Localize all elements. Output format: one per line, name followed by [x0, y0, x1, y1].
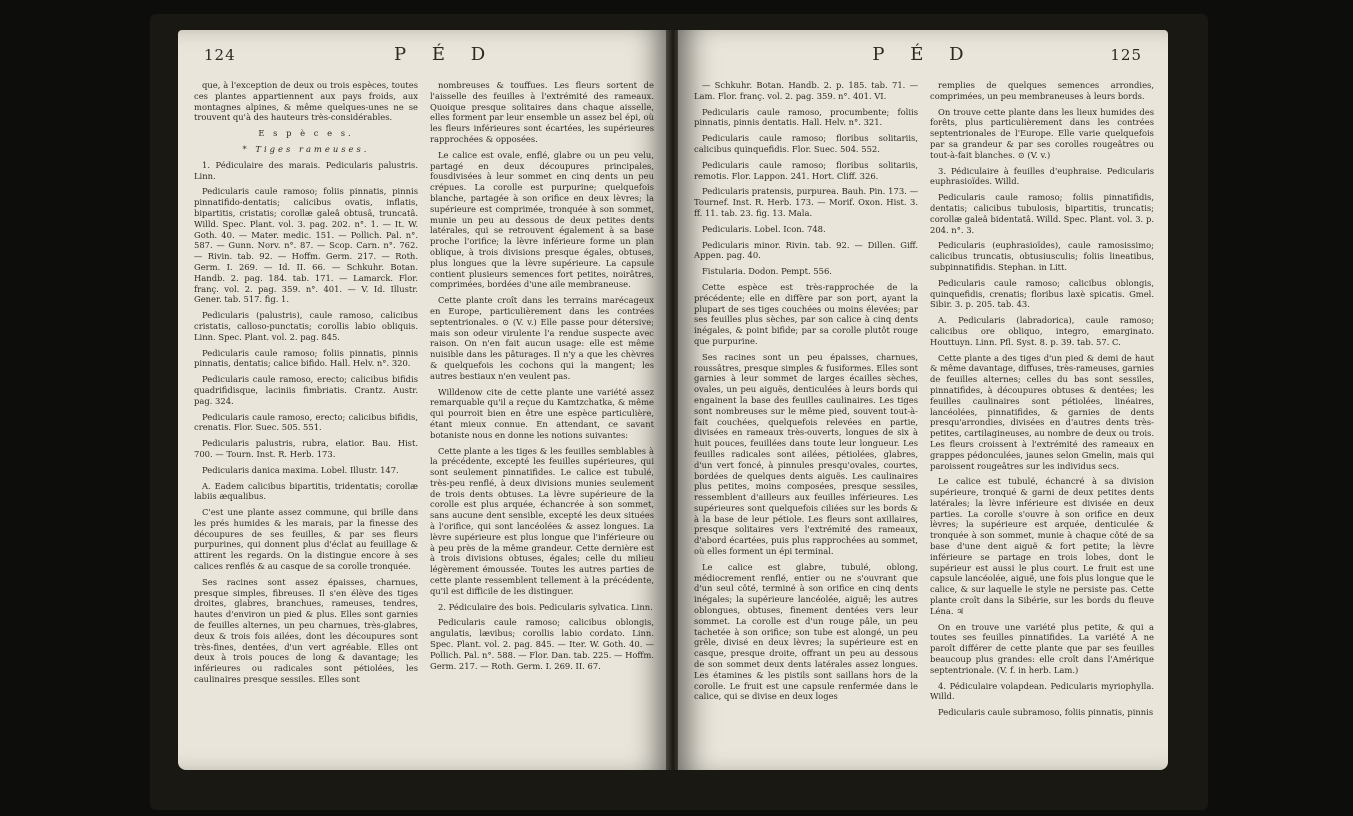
right-page-number: 125: [1110, 46, 1142, 64]
paragraph: Pedicularis minor. Rivin. tab. 92. — Dillen. Giff. Appen. pag. 40.: [694, 239, 918, 261]
paragraph: C'est une plante assez commune, qui brille dans les prés humides & les marais, par la finesse des découpures de ses feuilles, & par ses fleurs purpurines, qui donnent plus d'éclat au feuillage & attirent les regards. On la distingue encore à ses calices renflés & au casque de sa corolle tronquée.: [194, 507, 418, 572]
right-column-2: [930, 80, 1154, 756]
paragraph: Ses racines sont assez épaisses, charnues, presque simples, fibreuses. Il s'en élève des tiges droites, glabres, branchues, rameuses, tendres, hautes d'environ un pied & plus. Elles sont garnies de feuilles alternes, un peu charnues, très-glabres, deux & trois fois ailées, dont les découpures sont très-fines, dentées, d'un vert agréable. Elles ont deux à trois pouces de long & davantage; les inférieures ou radicales sont pétiolées, les caulinaires presque sessiles. Elles sont: [194, 576, 418, 685]
paragraph: Cette plante a les tiges & les feuilles semblables à la précédente, excepté les feuilles supérieures, qui sont seulement pinnatifides. Le calice est tubulé, très-peu renflé, à deux divisions munies seulement de trois dents obtuses. La lèvre supérieure de la corolle est plus arquée, échancrée à son sommet, sans aucune dent sensible, excepté les deux situées à l'orifice, qui sont lancéolées & assez longues. La lèvre supérieure est plus longue que l'inférieure ou à peu près de la même grandeur. Cette dernière est à trois divisions obtuses, égales; celle du milieu légèrement émoussée. Toutes les autres parties de cette plante ressemblent tellement à la précédente, qu'il est difficile de les distinguer.: [430, 445, 654, 596]
paragraph: Cette plante croît dans les terrains marécageux en Europe, particulièrement dans les contrées septentrionales. ⊙ (V. v.) Elle passe pour détersive; mais son odeur virulente l'a rendue suspecte avec raison. On n'en fait aucun usage: elle est même nuisible dans les pâturages. Il n'y a que les chèvres & quelquefois les cochons qui la mangent; les autres bestiaux n'en veulent pas.: [430, 295, 654, 381]
paragraph: Pedicularis caule ramoso, erecto; calicibus bifidis quadrifidisque, laciniis fimbriatis. Crantz. Austr. pag. 324.: [194, 374, 418, 406]
left-column-1: [194, 80, 418, 756]
paragraph: Pedicularis caule ramoso; foliis pinnatis, pinnis pinnatis, dentatis; calice bifido. Hall. Helv. n°. 320.: [194, 347, 418, 369]
left-page-columns: [194, 80, 654, 756]
paragraph: Pedicularis caule ramoso, procumbente; foliis pinnatis, pinnis dentatis. Hall. Helv. n°. 321.: [694, 106, 918, 128]
paragraph: On trouve cette plante dans les lieux humides des forêts, plus particulièrement dans les contrées septentrionales de l'Europe. Elle varie quelquefois par sa grandeur & par ses corolles rougeâtres ou tout-à-fait blanches. ⊙ (V. v.): [930, 106, 1154, 160]
paragraph: On en trouve une variété plus petite, & qui a toutes ses feuilles pinnatifides. La variété A ne paroît différer de cette plante que par ses feuilles beaucoup plus grandes: elle croît dans l'Amérique septentrionale. (V. f. in herb. Lam.): [930, 621, 1154, 675]
paragraph: Pedicularis danica maxima. Lobel. Illustr. 147.: [202, 464, 399, 475]
paragraph: Fistularia. Dodon. Pempt. 556.: [702, 266, 832, 277]
paragraph: Pedicularis caule ramoso; foliis pinnatis, pinnis pinnatifido-dentatis; calicibus ovatis, inflatis, bipartitis, cristatis; corollæ galeâ obtusâ, truncatâ. Willd. Spec. Plant. vol. 3. pag. 202. n°. 1. — It. W. Goth. 40. — Mater. medic. 151. — Pollich. Pal. n°. 587. — Gunn. Norv. n°. 87. — Scop. Carn. n°. 762. — Rivin. tab. 92. — Hoffm. Germ. 217. — Roth. Germ. I. 269. — Id. II. 66. — Schkuhr. Botan. Handb. 2. pag. 184. tab. 171. — Lamarck. Flor. franç. vol. 2. pag. 359. n°. 401. — V. Id. Illustr. Gener. tab. 517. fig. 1.: [194, 186, 418, 305]
left-page-number: 124: [204, 46, 236, 64]
right-page-header: [694, 44, 1152, 72]
paragraph: A. Eadem calicibus bipartitis, tridentatis; corollæ labiis æqualibus.: [194, 480, 418, 502]
paragraph: * Tiges rameuses.: [242, 143, 370, 154]
right-page: [678, 30, 1168, 770]
paragraph: Willdenow cite de cette plante une variété assez remarquable qu'il a reçue du Kamtzchatka, & même qui pourroit bien en être une espèce particulière, étant mieux connue. En attendant, ce savant botaniste nous en donne les notions suivantes:: [430, 386, 654, 440]
paragraph: Pedicularis. Lobel. Icon. 748.: [702, 223, 826, 234]
paragraph: remplies de quelques semences arrondies, comprimées, un peu membraneuses à leurs bords.: [930, 80, 1154, 101]
paragraph: Ses racines sont un peu épaisses, charnues, roussâtres, presque simples & fusiformes. Elles sont garnies à leur sommet de larges écailles sèches, ovales, un peu aiguës, denticulées à leurs bords qui engainent la base des feuilles caulinaires. Les tiges sont nombreuses sur le même pied, souvent tout-à-fait couchées, quelquefois relevées en partie, divisées en rameaux très-ouverts, longues de six à huit pouces, feuillées dans toute leur longueur. Les feuilles radicales sont ailées, pétiolées, glabres, d'un vert foncé, à pinnules presqu'ovales, courtes, bordées de quelques dents aiguës. Les caulinaires plus petites, moins composées, presque sessiles, ressemblent d'ailleurs aux feuilles inférieures. Les supérieures sont quelquefois ciliées sur les bords & à la base de leur pétiole. Les fleurs sont axillaires, presque solitaires vers l'extrémité des rameaux, d'abord écartées, puis plus rapprochées au sommet, où elles forment un épi terminal.: [694, 351, 918, 557]
left-page-header: [194, 44, 652, 72]
paragraph: 4. Pédiculaire volapdean. Pedicularis myriophylla. Willd.: [930, 680, 1154, 702]
paragraph: que, à l'exception de deux ou trois espèces, toutes ces plantes appartiennent aux pays froids, aux montagnes alpines, & même quelques-unes ne se trouvent qu'à des hauteurs très-considérables.: [194, 80, 418, 123]
paragraph: E s p è c e s.: [258, 128, 354, 139]
paragraph: 3. Pédiculaire à feuilles d'euphraise. Pedicularis euphrasioïdes. Willd.: [930, 165, 1154, 187]
paragraph: 2. Pédiculaire des bois. Pedicularis sylvatica. Linn.: [438, 601, 653, 612]
paragraph: Le calice est ovale, enflé, glabre ou un peu velu, partagé en deux découpures principales, fousdivisées à leur sommet en cinq dents un peu crépues. La corolle est purpurine; quelquefois blanche, partagée à son orifice en deux lèvres; la supérieure est comprimée, tronquée à son sommet, munie un peu au dessous de deux petites dents latérales, qui se retrouvent également à sa base proche l'orifice; la lèvre inférieure forme un plan oblique, à trois divisions presque égales, obtuses, plus longues que la lèvre supérieure. La capsule contient plusieurs semences fort petites, noirâtres, comprimées, bordées d'une aile membraneuse.: [430, 149, 654, 290]
paragraph: 1. Pédiculaire des marais. Pedicularis palustris. Linn.: [194, 159, 418, 181]
paragraph: Pedicularis palustris, rubra, elatior. Bau. Hist. 700. — Tourn. Inst. R. Herb. 173.: [194, 438, 418, 459]
paragraph: Pedicularis caule ramoso; calicibus oblongis, angulatis, lævibus; corollis labio cordato. Linn. Spec. Plant. vol. 2. pag. 845. — Iter. W. Goth. 40. — Pollich. Pal. n°. 588. — Flor. Dan. tab. 225. — Hoffm. Germ. 217. — Roth. Germ. I. 269. II. 67.: [430, 617, 654, 671]
right-page-columns: [694, 80, 1154, 756]
left-column-2: [430, 80, 654, 756]
paragraph: Cette plante a des tiges d'un pied & demi de haut & même davantage, diffuses, très-rameuses, garnies de feuilles alternes; celles du bas sont sessiles, pinnatifides, à découpures obtuses & dentées; les feuilles caulinaires sont pétiolées, linéaires, lancéolées, pinnatifides, & garnies de dents presqu'arrondies, divisées en d'autres dents très-petites, cartilagineuses, au nombre de deux ou trois. Les fleurs croissent à l'extrémité des rameaux en grappes pédonculées, jaunes selon Gmelin, mais qui paroissent rougeâtres sur les individus secs.: [930, 352, 1154, 471]
paragraph: Pedicularis caule ramoso; floribus solitariis, calicibus quinquefidis. Flor. Suec. 504. 552.: [694, 133, 918, 154]
left-running-head: P É D: [394, 44, 496, 65]
paragraph: Pedicularis caule subramoso, foliis pinnatis, pinnis: [938, 707, 1154, 718]
paragraph: Le calice est glabre, tubulé, oblong, médiocrement renflé, entier ou ne s'ouvrant que d'un seul côté, terminé à son orifice en cinq dents inégales; la supérieure lancéolée, aiguë; les autres oblongues, obtuses, finement dentées vers leur sommet. La corolle est d'un rouge pâle, un peu tachetée à son orifice; son tube est alongé, un peu grêle, divisé en deux lèvres; la supérieure est en casque, presque droite, offrant un peu au dessous de son sommet deux dents latérales assez longues. Les étamines & les pistils sont saillans hors de la corolle. Le fruit est une capsule renfermée dans le calice, qui se divise en deux loges: [694, 561, 918, 702]
paragraph: — Schkuhr. Botan. Handb. 2. p. 185. tab. 71. — Lam. Flor. franç. vol. 2. pag. 359. n°. 401. VI.: [694, 80, 918, 101]
paragraph: Pedicularis caule ramoso, erecto; calicibus bifidis, crenatis. Flor. Suec. 505. 551.: [194, 411, 418, 433]
left-page: [178, 30, 668, 770]
right-column-1: [694, 80, 918, 756]
paragraph: Pedicularis caule ramoso; floribus solitariis, remotis. Flor. Lappon. 241. Hort. Cliff. 326.: [694, 159, 918, 181]
paragraph: Pedicularis pratensis, purpurea. Bauh. Pin. 173. — Tournef. Inst. R. Herb. 173. — Morif. Oxon. Hist. 3. ff. 11. tab. 23. fig. 13. Mala.: [694, 186, 918, 218]
paragraph: Cette espèce est très-rapprochée de la précédente; elle en diffère par son port, ayant la plupart de ses tiges couchées ou moins élevées; par ses feuilles plus sèches, par son calice à cinq dents inégales, & point bifide; par sa corolle plutôt rouge que purpurine.: [694, 281, 918, 346]
paragraph: A. Pedicularis (labradorica), caule ramoso; calicibus ore obliquo, integro, emarginato. Houttuyn. Linn. Pfl. Syst. 8. p. 39. tab. 57. C.: [930, 315, 1154, 347]
right-running-head: P É D: [872, 44, 974, 65]
paragraph: Pedicularis caule ramoso; calicibus oblongis, quinquefidis, crenatis; floribus laxè spicatis. Gmel. Sibir. 3. p. 205. tab. 43.: [930, 277, 1154, 310]
paragraph: Pedicularis (euphrasioïdes), caule ramosissimo; calicibus truncatis, obtusiusculis; foliis lineatibus, subpinnatifidis. Stephan. in Litt.: [930, 240, 1154, 272]
paragraph: Pedicularis (palustris), caule ramoso, calicibus cristatis, calloso-punctatis; corollis labio obliquis. Linn. Spec. Plant. vol. 2. pag. 845.: [194, 310, 418, 342]
paragraph: nombreuses & touffues. Les fleurs sortent de l'aisselle des feuilles à l'extrémité des rameaux. Quoique presque solitaires dans chaque aisselle, elles forment par leur ensemble un assez bel épi, où les fleurs inférieures sont écartées, les supérieures rapprochées & opposées.: [430, 80, 654, 144]
paragraph: Le calice est tubulé, échancré à sa division supérieure, tronqué & garni de deux petites dents latérales; la lèvre inférieure est divisée en deux parties. La corolle s'ouvre à son orifice en deux lèvres; la supérieure est arquée, denticulée & tronquée à son sommet, munie à chaque côté de sa base d'une dent aiguë & fort petite; la lèvre inférieure se partage en trois lobes, dont le supérieur est aussi le plus court. Le fruit est une capsule lancéolée, aiguë, une fois plus longue que le calice, & sur laquelle le style ne persiste pas. Cette plante croît dans la Sibérie, sur les bords du fleuve Léna. ♃: [930, 476, 1154, 616]
paragraph: Pedicularis caule ramoso; foliis pinnatifidis, dentatis; calicibus tubulosis, bipartitis, truncatis; corollæ galeâ bidentatâ. Willd. Spec. Plant. vol. 3. p. 204. n°. 3.: [930, 192, 1154, 235]
